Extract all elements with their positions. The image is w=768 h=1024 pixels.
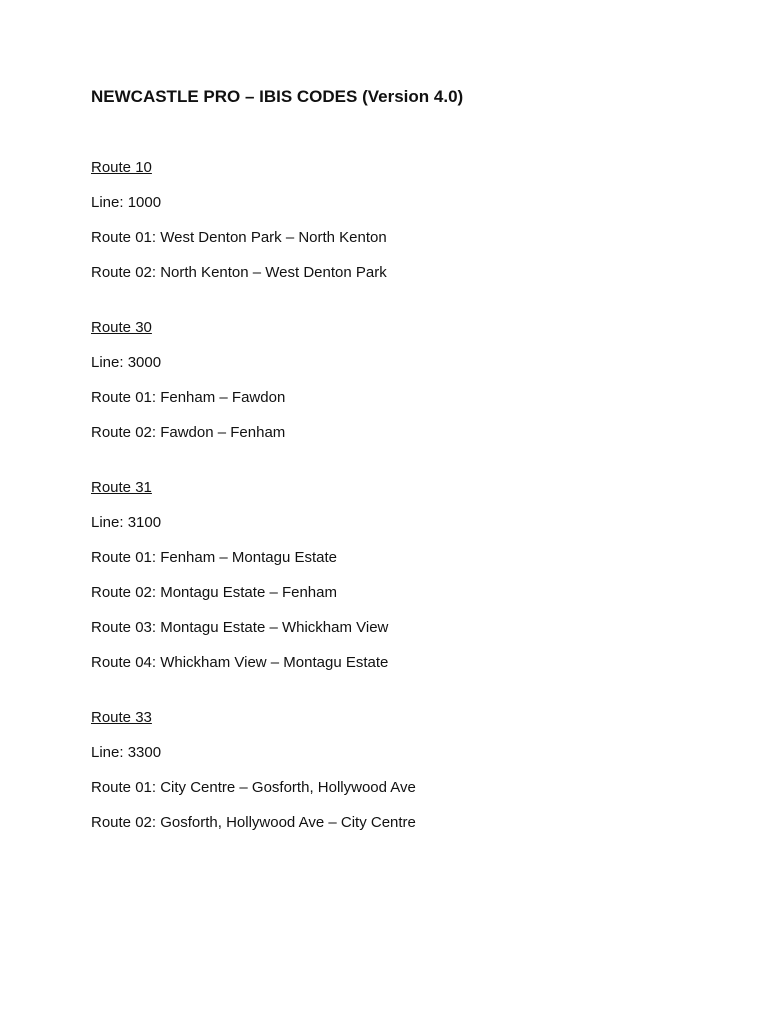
route-sections: [91, 158, 711, 833]
route-entry: Route 01: West Denton Park – North Kenton: [91, 229, 387, 246]
route-heading: Route 33: [91, 709, 152, 726]
route-entry: Route 01: Fenham – Montagu Estate: [91, 549, 337, 566]
route-entry: Route 02: Fawdon – Fenham: [91, 424, 286, 441]
line-code: Line: 1000: [91, 194, 162, 211]
route-entry: Route 01: Fenham – Fawdon: [91, 389, 286, 406]
route-entry: Route 03: Montagu Estate – Whickham View: [91, 619, 389, 636]
route-heading: Route 10: [91, 159, 152, 176]
route-entry: Route 02: Gosforth, Hollywood Ave – City Centre: [91, 814, 416, 831]
route-entry: Route 02: North Kenton – West Denton Park: [91, 264, 387, 281]
route-heading: Route 31: [91, 479, 152, 496]
route-section: [91, 478, 711, 673]
route-section: [91, 158, 711, 283]
document-page: [91, 86, 711, 868]
route-section: [91, 318, 711, 443]
route-heading: Route 30: [91, 319, 152, 336]
document-title: NEWCASTLE PRO – IBIS CODES (Version 4.0): [91, 87, 464, 106]
route-entry: Route 02: Montagu Estate – Fenham: [91, 584, 337, 601]
line-code: Line: 3100: [91, 514, 162, 531]
route-entry: Route 01: City Centre – Gosforth, Hollywood Ave: [91, 779, 416, 796]
line-code: Line: 3000: [91, 354, 162, 371]
line-code: Line: 3300: [91, 744, 162, 761]
route-section: [91, 708, 711, 833]
route-entry: Route 04: Whickham View – Montagu Estate: [91, 654, 389, 671]
